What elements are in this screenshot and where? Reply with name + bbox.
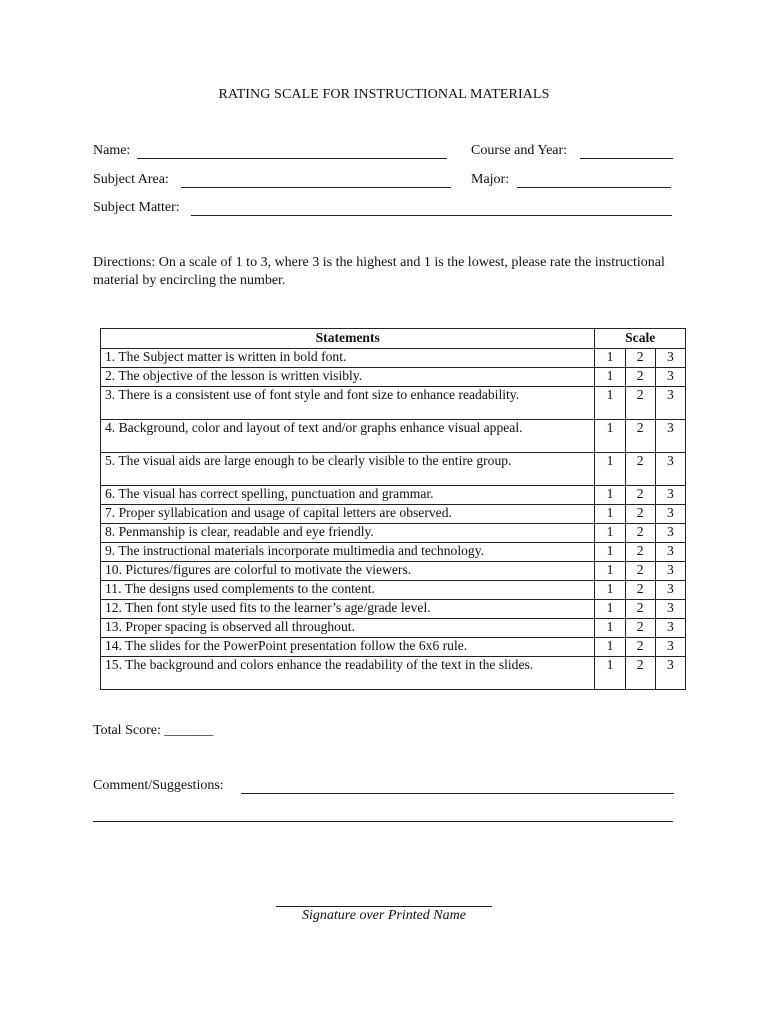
comment-field-line-2[interactable] [93,821,673,822]
statement-cell: 4. Background, color and layout of text and/or graphs enhance visual appeal. [101,420,595,453]
scale-option-1[interactable]: 1 [595,387,625,420]
statement-cell: 2. The objective of the lesson is written visibly. [101,368,595,387]
subject-matter-label: Subject Matter: [93,200,180,215]
scale-option-2[interactable]: 2 [625,453,655,486]
scale-option-2[interactable]: 2 [625,349,655,368]
scale-option-2[interactable]: 2 [625,505,655,524]
signature-label: Signature over Printed Name [302,908,466,923]
statement-cell: 11. The designs used complements to the content. [101,581,595,600]
scale-option-1[interactable]: 1 [595,505,625,524]
scale-option-3[interactable]: 3 [655,543,685,562]
scale-option-2[interactable]: 2 [625,600,655,619]
table-row [101,524,686,543]
scale-option-2[interactable]: 2 [625,387,655,420]
table-row [101,543,686,562]
statement-cell: 6. The visual has correct spelling, punctuation and grammar. [101,486,595,505]
scale-option-1[interactable]: 1 [595,420,625,453]
rating-table [100,328,686,690]
scale-option-3[interactable]: 3 [655,505,685,524]
scale-option-2[interactable]: 2 [625,420,655,453]
statements-header: Statements [101,329,595,349]
scale-option-2[interactable]: 2 [625,524,655,543]
scale-option-1[interactable]: 1 [595,562,625,581]
statement-cell: 12. Then font style used fits to the learner’s age/grade level. [101,600,595,619]
table-row [101,368,686,387]
directions-text: Directions: On a scale of 1 to 3, where 3 is the highest and 1 is the lowest, please rate the instructional material by encircling the number. [93,255,665,288]
table-row [101,505,686,524]
statement-cell: 14. The slides for the PowerPoint presentation follow the 6x6 rule. [101,638,595,657]
scale-option-1[interactable]: 1 [595,581,625,600]
scale-option-3[interactable]: 3 [655,657,685,690]
table-row [101,619,686,638]
subject-area-label: Subject Area: [93,172,169,187]
table-row [101,349,686,368]
scale-option-1[interactable]: 1 [595,657,625,690]
scale-option-2[interactable]: 2 [625,368,655,387]
scale-option-3[interactable]: 3 [655,600,685,619]
table-row [101,562,686,581]
scale-option-1[interactable]: 1 [595,600,625,619]
signature-line[interactable] [276,906,492,907]
table-row [101,453,686,486]
scale-option-3[interactable]: 3 [655,349,685,368]
statement-cell: 7. Proper syllabication and usage of capital letters are observed. [101,505,595,524]
subject-area-field-line[interactable] [181,187,451,188]
subject-matter-field-line[interactable] [191,215,672,216]
scale-option-1[interactable]: 1 [595,524,625,543]
scale-option-3[interactable]: 3 [655,387,685,420]
name-label: Name: [93,143,131,158]
scale-option-3[interactable]: 3 [655,420,685,453]
statement-cell: 9. The instructional materials incorporate multimedia and technology. [101,543,595,562]
scale-option-2[interactable]: 2 [625,581,655,600]
name-field-line[interactable] [137,158,447,159]
scale-header: Scale [595,329,686,349]
scale-option-2[interactable]: 2 [625,657,655,690]
statement-cell: 15. The background and colors enhance the readability of the text in the slides. [101,657,595,690]
scale-option-1[interactable]: 1 [595,453,625,486]
major-field-line[interactable] [517,187,671,188]
document-title: RATING SCALE FOR INSTRUCTIONAL MATERIALS [218,87,550,102]
scale-option-1[interactable]: 1 [595,368,625,387]
table-row [101,600,686,619]
scale-option-3[interactable]: 3 [655,524,685,543]
scale-option-3[interactable]: 3 [655,368,685,387]
course-year-label: Course and Year: [471,143,568,158]
table-row [101,420,686,453]
statement-cell: 10. Pictures/figures are colorful to motivate the viewers. [101,562,595,581]
comment-label: Comment/Suggestions: [93,778,224,793]
statement-cell: 1. The Subject matter is written in bold font. [101,349,595,368]
comment-field-line-1[interactable] [241,793,674,794]
statement-cell: 5. The visual aids are large enough to be clearly visible to the entire group. [101,453,595,486]
statement-cell: 3. There is a consistent use of font style and font size to enhance readability. [101,387,595,420]
scale-option-1[interactable]: 1 [595,543,625,562]
table-row [101,581,686,600]
scale-option-2[interactable]: 2 [625,638,655,657]
scale-option-1[interactable]: 1 [595,486,625,505]
scale-option-1[interactable]: 1 [595,619,625,638]
table-row [101,486,686,505]
statement-cell: 8. Penmanship is clear, readable and eye friendly. [101,524,595,543]
table-row [101,638,686,657]
scale-option-2[interactable]: 2 [625,543,655,562]
scale-option-3[interactable]: 3 [655,486,685,505]
scale-option-3[interactable]: 3 [655,453,685,486]
table-row [101,657,686,690]
course-year-field-line[interactable] [580,158,673,159]
scale-option-2[interactable]: 2 [625,486,655,505]
scale-option-3[interactable]: 3 [655,619,685,638]
scale-option-3[interactable]: 3 [655,638,685,657]
scale-option-2[interactable]: 2 [625,562,655,581]
statement-cell: 13. Proper spacing is observed all throughout. [101,619,595,638]
scale-option-3[interactable]: 3 [655,562,685,581]
scale-option-1[interactable]: 1 [595,638,625,657]
table-row [101,387,686,420]
total-score: Total Score: _______ [93,723,214,738]
scale-option-3[interactable]: 3 [655,581,685,600]
scale-option-2[interactable]: 2 [625,619,655,638]
scale-option-1[interactable]: 1 [595,349,625,368]
major-label: Major: [471,172,510,187]
